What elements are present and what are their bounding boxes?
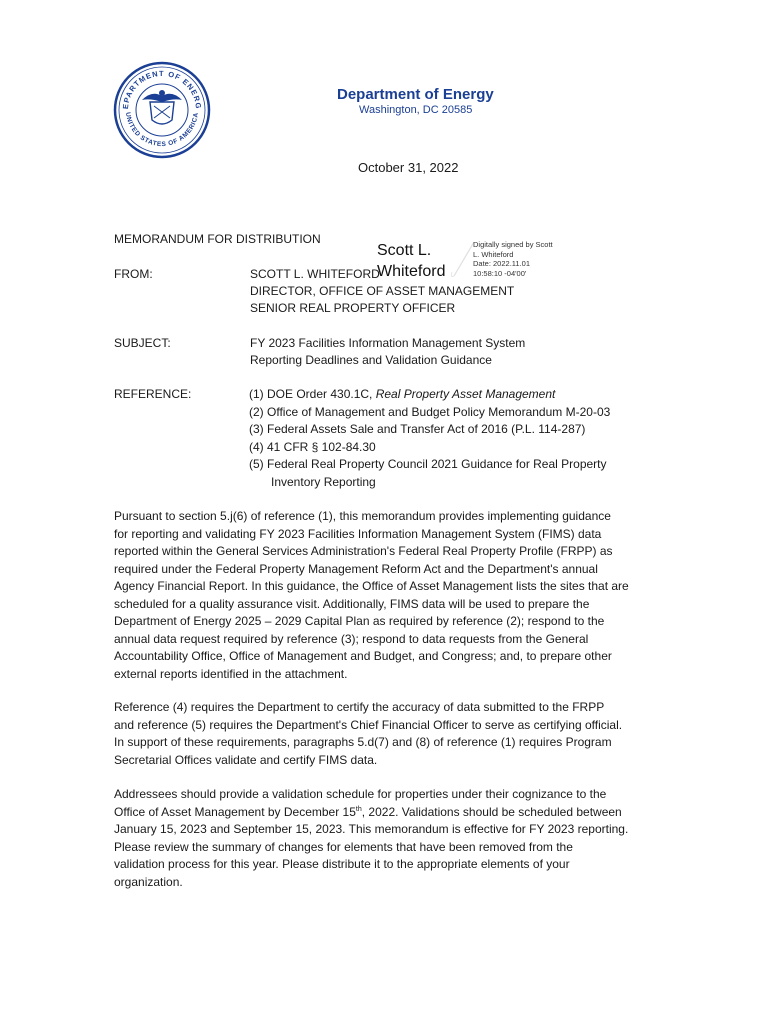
subject-line2: Reporting Deadlines and Validation Guidance	[250, 353, 492, 367]
ordinal-suffix: th	[355, 805, 362, 813]
paragraph-line: In support of these requirements, paragraphs 5.d(7) and (8) of reference (1) requires Program	[114, 735, 612, 749]
paragraph-line: Please review the summary of changes for elements that have been removed from the	[114, 839, 573, 854]
org-name: Department of Energy	[337, 86, 494, 103]
paragraph-line: for reporting and validating FY 2023 Facilities Information Management System (FIMS) data	[114, 526, 602, 541]
paragraph-line: scheduled for a quality assurance visit. Additionally, FIMS data will be used to prepare the	[114, 596, 590, 611]
signature-name-line1: Scott L.	[377, 242, 432, 259]
body-paragraph-2	[114, 699, 622, 769]
paragraph-line: Secretarial Offices validate and certify FIMS data.	[114, 752, 378, 767]
reference-item-2: (2) Office of Management and Budget Policy Memorandum M-20-03	[249, 404, 611, 419]
reference-item-5-cont: Inventory Reporting	[271, 474, 376, 489]
from-title-2: SENIOR REAL PROPERTY OFFICER	[250, 301, 456, 315]
signature-meta-2: L. Whiteford	[473, 249, 514, 259]
doe-seal	[112, 60, 212, 160]
paragraph-line: Office of Asset Management by December 15th, 2022. Validations should be scheduled between	[114, 804, 622, 819]
reference-1-title: Real Property Asset Management	[375, 387, 556, 401]
reference-item-4: (4) 41 CFR § 102-84.30	[249, 439, 376, 454]
paragraph-line: reported within the General Services Administration's Federal Real Property Profile (FRPP) as	[114, 544, 613, 558]
paragraph-line: Department of Energy 2025 – 2029 Capital Plan as required by reference (2); respond to the	[114, 614, 605, 628]
signature-meta-3: Date: 2022.11.01	[473, 259, 530, 268]
paragraph-line: validation process for this year. Please distribute it to the appropriate elements of your	[114, 857, 570, 871]
memo-to: MEMORANDUM FOR DISTRIBUTION	[114, 232, 321, 246]
subject-line1: FY 2023 Facilities Information Management System	[250, 336, 526, 350]
signature-meta-4: 10:58:10 -04'00'	[473, 268, 527, 278]
paragraph-line: required under the Federal Property Management Reform Act and the Department's annual	[114, 561, 598, 576]
paragraph-line: Reference (4) requires the Department to certify the accuracy of data submitted to the FRPP	[114, 700, 605, 714]
from-name: SCOTT L. WHITEFORD	[250, 267, 380, 281]
reference-list	[249, 386, 610, 491]
signature-name	[377, 240, 445, 282]
svg-text:DEPARTMENT OF ENERGY: EPARTMENT OF ENERG	[120, 68, 204, 110]
signature-name-line2: Whiteford	[377, 263, 446, 280]
reference-label: REFERENCE:	[114, 387, 192, 401]
body-paragraph-3	[114, 786, 628, 891]
memo-date: October 31, 2022	[358, 160, 459, 175]
svg-text:UNITED STATES OF AMERICA: UNITED STATES OF AMERICA	[124, 111, 200, 149]
signature-meta-1: Digitally signed by Scott	[473, 240, 553, 249]
subject-label: SUBJECT:	[114, 336, 171, 350]
paragraph-line: January 15, 2023 and September 15, 2023. This memorandum is effective for FY 2023 reporting.	[114, 822, 629, 836]
body-paragraph-1	[114, 508, 629, 683]
paragraph-line: organization.	[114, 874, 183, 889]
from-label: FROM:	[114, 267, 153, 281]
reference-item-1: (1) DOE Order 430.1C, Real Property Asset Management	[249, 387, 556, 401]
from-title-1: DIRECTOR, OFFICE OF ASSET MANAGEMENT	[250, 284, 515, 298]
org-address: Washington, DC 20585	[359, 104, 473, 116]
reference-item-5: (5) Federal Real Property Council 2021 Guidance for Real Property	[249, 457, 607, 471]
paragraph-line: Addressees should provide a validation schedule for properties under their cognizance to the	[114, 787, 607, 801]
paragraph-line: annual data request required by reference (3); respond to data requests from the General	[114, 631, 589, 646]
paragraph-line: external reports identified in the attachment.	[114, 666, 348, 681]
signature-meta	[473, 240, 553, 278]
paragraph-line: and reference (5) requires the Department's Chief Financial Officer to serve as certifying official.	[114, 717, 623, 732]
reference-item-3: (3) Federal Assets Sale and Transfer Act of 2016 (P.L. 114-287)	[249, 422, 586, 436]
paragraph-line: Accountability Office, Office of Management and Budget, and Congress; and, to prepare other	[114, 649, 612, 663]
paragraph-line: Agency Financial Report. In this guidance, the Office of Asset Management lists the sites that are	[114, 579, 629, 593]
paragraph-line: Pursuant to section 5.j(6) of reference (1), this memorandum provides implementing guidance	[114, 509, 611, 523]
